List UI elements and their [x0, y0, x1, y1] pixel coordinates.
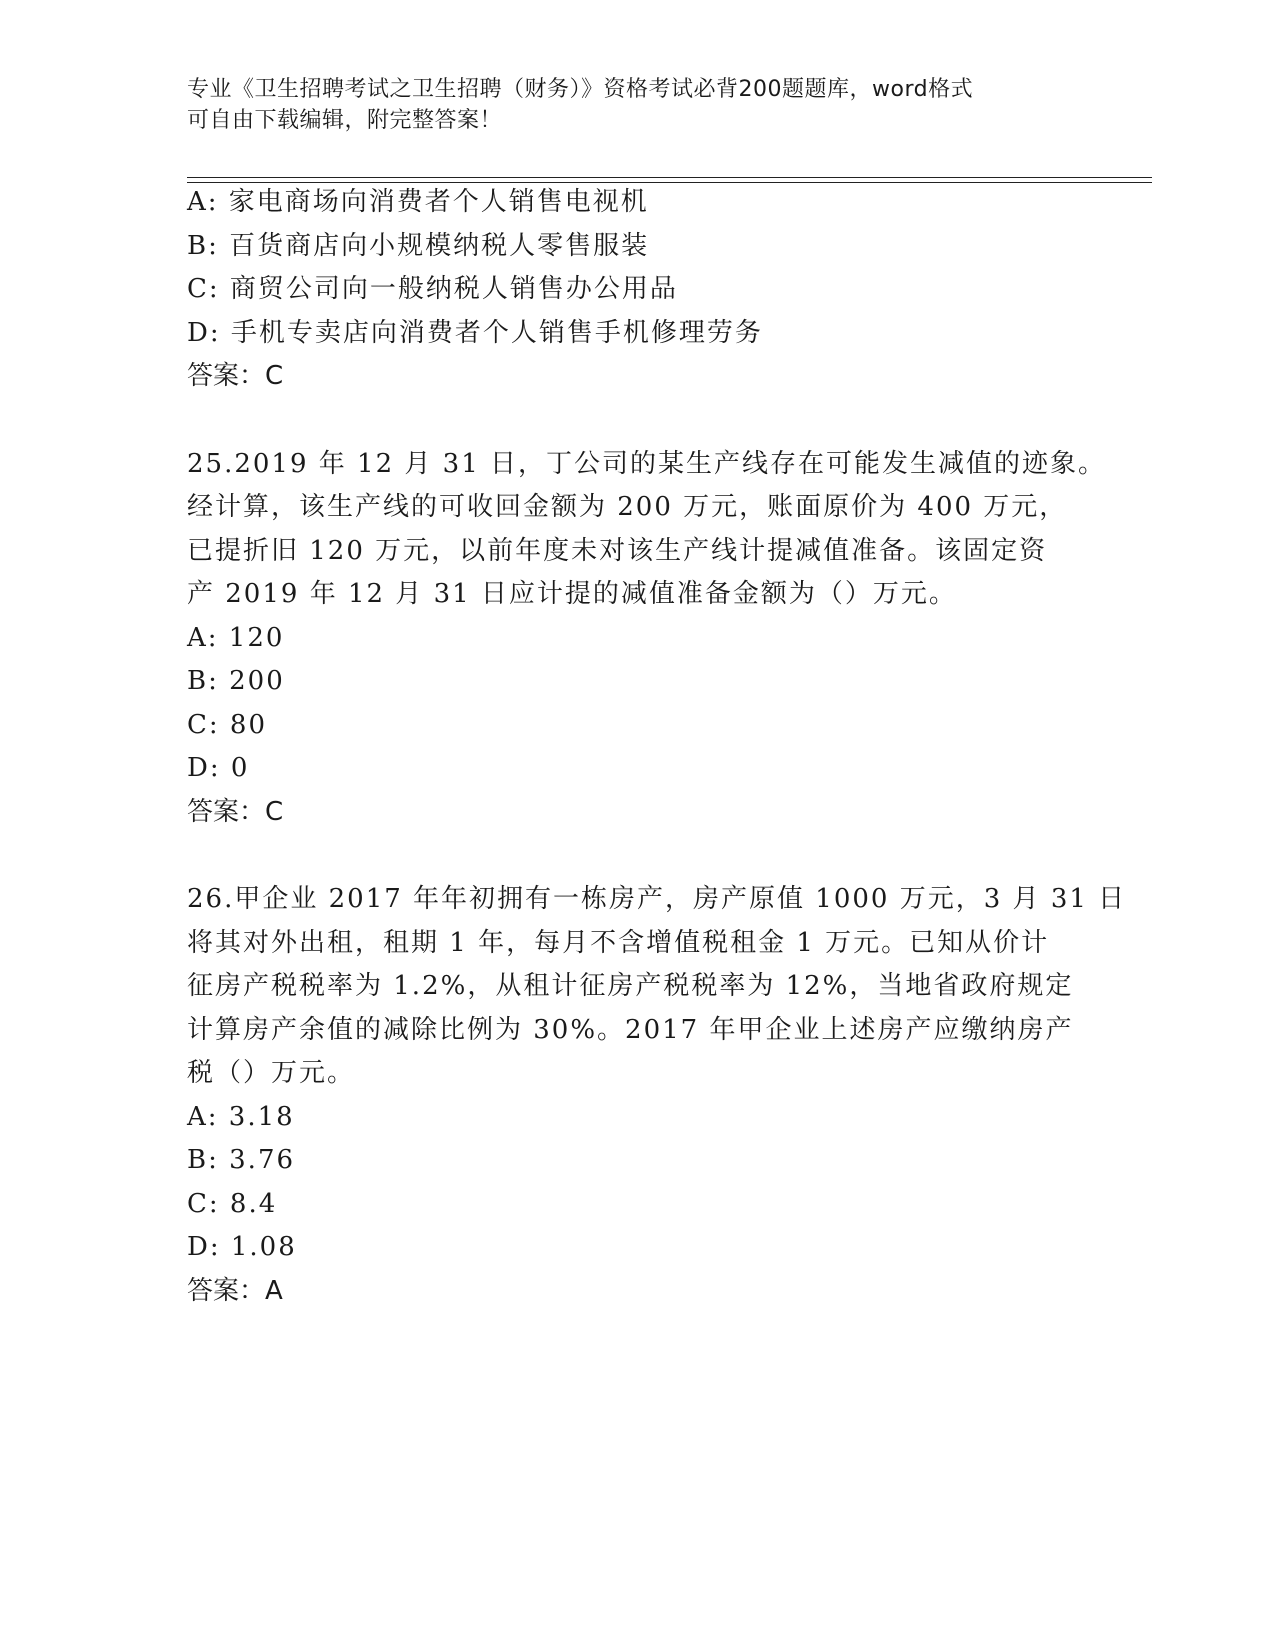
q26-stem-line-2: 将其对外出租，租期 1 年，每月不含增值税租金 1 万元。已知从价计 [187, 928, 1050, 958]
header-divider-top [187, 177, 1152, 178]
q26-stem-line-4: 计算房产余值的减除比例为 30%。2017 年甲企业上述房产应缴纳房产 [187, 1015, 1074, 1045]
q25-stem-line-1: 25.2019 年 12 月 31 日，丁公司的某生产线存在可能发生减值的迹象。 [187, 449, 1107, 479]
q26-option-c: C: 8.4 [187, 1189, 278, 1219]
header-line-1: 专业《卫生招聘考试之卫生招聘（财务）》资格考试必背200题题库，word格式 [187, 77, 974, 102]
q25-option-d: D: 0 [187, 753, 250, 783]
q26-option-d: D: 1.08 [187, 1232, 297, 1262]
q25-stem-line-3: 已提折旧 120 万元，以前年度未对该生产线计提减值准备。该固定资 [187, 536, 1048, 566]
q24-answer: 答案：C [187, 361, 284, 391]
q26-stem-line-3: 征房产税税率为 1.2%，从租计征房产税税率为 12%，当地省政府规定 [187, 971, 1074, 1001]
q25-option-a: A: 120 [187, 623, 285, 653]
document-header [187, 74, 1087, 136]
q24-option-c: C: 商贸公司向一般纳税人销售办公用品 [187, 274, 678, 304]
q25-stem-line-2: 经计算，该生产线的可收回金额为 200 万元，账面原价为 400 万元， [187, 492, 1068, 522]
q25-answer: 答案：C [187, 797, 284, 827]
q26-stem-line-5: 税（）万元。 [187, 1058, 356, 1088]
q26-option-b: B: 3.76 [187, 1145, 296, 1175]
q24-option-a: A: 家电商场向消费者个人销售电视机 [187, 187, 649, 217]
q25-option-b: B: 200 [187, 666, 285, 696]
q25-stem-line-4: 产 2019 年 12 月 31 日应计提的减值准备金额为（）万元。 [187, 579, 957, 609]
q26-option-a: A: 3.18 [187, 1102, 295, 1132]
q25-option-c: C: 80 [187, 710, 268, 740]
q24-option-d: D: 手机专卖店向消费者个人销售手机修理劳务 [187, 318, 763, 348]
q26-answer: 答案：A [187, 1276, 283, 1306]
q26-stem-line-1: 26.甲企业 2017 年年初拥有一栋房产，房产原值 1000 万元，3 月 31 日 [187, 884, 1127, 914]
header-line-2: 可自由下载编辑，附完整答案！ [187, 108, 503, 133]
q24-option-b: B: 百货商店向小规模纳税人零售服装 [187, 231, 650, 261]
